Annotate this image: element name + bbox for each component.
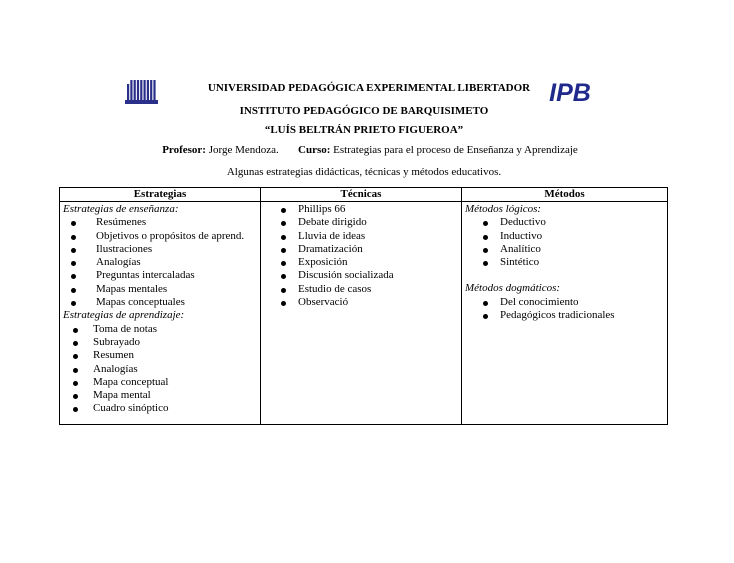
bullet-icon [483,314,488,319]
metodos-cell [462,202,668,425]
list-item-label: Analítico [500,242,541,255]
list-item [63,349,257,362]
course-label: Curso: [298,144,331,156]
bullet-icon [281,301,286,306]
list-item-label: Mapas mentales [96,282,168,295]
institute-namesake: “LUÍS BELTRÁN PRIETO FIGUEROA” [264,124,464,136]
list-item [63,283,257,296]
list-item-label: Estudio de casos [298,282,372,295]
list-item-label: Phillips 66 [298,203,346,215]
bullet-icon [73,394,78,399]
list-item-label: Resumen [93,349,134,362]
bullet-icon [73,341,78,346]
tecnicas-cell [261,202,462,425]
bullet-icon [73,368,78,373]
list-item [63,243,257,256]
list-item [63,402,257,415]
list-item-label: Cuadro sinóptico [93,402,169,415]
bullet-icon [281,261,286,266]
document-subtitle: Algunas estrategias didácticas, técnicas y métodos educativos. [226,166,502,178]
professor-label: Profesor: [162,144,206,156]
list-item-label: Analogías [93,362,138,375]
list-item-label: Inductivo [500,229,543,242]
list-item [63,323,257,336]
teaching-strategies-list [63,216,257,309]
list-item-label: Resúmenes [96,216,147,229]
list-item-label: Lluvia de ideas [298,229,366,242]
list-item [264,216,458,229]
bullet-icon [483,235,488,240]
list-item-label: Preguntas intercaladas [96,269,195,282]
column-header-tecnicas: Técnicas [261,188,462,202]
list-item [264,269,458,282]
dogmatic-methods-list [465,296,664,323]
bullet-icon [73,407,78,412]
dogmatic-methods-heading: Métodos dogmáticos: [465,282,561,295]
list-item-label: Sintético [500,256,540,269]
bullet-icon [483,248,488,253]
course-name: Estrategias para el proceso de Enseñanza y Aprendizaje [333,144,578,156]
list-item-label: Mapa mental [93,389,151,402]
bullet-icon [483,261,488,266]
bullet-icon [71,274,76,279]
professor-course-line [6,144,734,157]
bullet-icon [71,261,76,266]
bullet-icon [71,221,76,226]
bullet-icon [73,328,78,333]
list-item [63,216,257,229]
bullet-icon [71,235,76,240]
list-item [63,376,257,389]
list-item [63,269,257,282]
list-item [63,256,257,269]
bullet-icon [73,354,78,359]
list-item-label: Toma de notas [93,322,157,335]
strategies-table [59,187,668,425]
institute-title: INSTITUTO PEDAGÓGICO DE BARQUISIMETO [239,105,489,117]
list-item [465,243,664,256]
logical-methods-heading: Métodos lógicos: [465,203,542,215]
list-item [264,230,458,243]
list-item-label: Dramatización [298,242,363,255]
learning-strategies-heading: Estrategias de aprendizaje: [63,309,185,322]
list-item [63,230,257,243]
svg-text:IPB: IPB [549,79,591,107]
bullet-icon [73,381,78,386]
list-item-label: Pedagógicos tradicionales [500,309,615,322]
bullet-icon [281,235,286,240]
bullet-icon [483,301,488,306]
list-item [63,389,257,402]
techniques-list [264,203,458,309]
list-item [63,296,257,309]
list-item-label: Mapa conceptual [93,375,169,388]
list-item-label: Observació [298,296,349,309]
list-item-label: Subrayado [93,335,141,348]
list-item [264,243,458,256]
list-item-label: Mapas conceptuales [96,296,185,309]
list-item [264,203,458,216]
list-item [465,216,664,229]
list-item [465,230,664,243]
professor-name: Jorge Mendoza. [208,144,279,156]
list-item [264,283,458,296]
bullet-icon [71,288,76,293]
bullet-icon [281,248,286,253]
column-header-estrategias: Estrategias [60,188,261,202]
list-item [63,336,257,349]
column-header-metodos: Métodos [462,188,668,202]
list-item-label: Deductivo [500,216,546,229]
list-item-label: Exposición [298,256,348,269]
list-item [465,256,664,269]
list-item [264,296,458,309]
bullet-icon [483,221,488,226]
list-item-label: Objetivos o propósitos de aprend. [96,229,245,242]
learning-strategies-list [63,323,257,416]
list-item-label: Analogías [96,256,141,269]
list-item-label: Discusión socializada [298,269,394,282]
logical-methods-list [465,216,664,269]
bullet-icon [281,221,286,226]
list-item-label: Debate dirigido [298,216,367,229]
estrategias-cell [60,202,261,425]
bullet-icon [281,208,286,213]
bullet-icon [281,288,286,293]
bullet-icon [71,301,76,306]
university-title: UNIVERSIDAD PEDAGÓGICA EXPERIMENTAL LIBERTADOR [207,82,531,94]
list-item [264,256,458,269]
list-item [63,363,257,376]
table-row [60,202,668,425]
list-item [465,309,664,322]
bullet-icon [71,248,76,253]
bullet-icon [281,274,286,279]
table-header-row [60,188,668,202]
list-item-label: Ilustraciones [96,242,153,255]
teaching-strategies-heading: Estrategias de enseñanza: [63,203,179,215]
list-item [465,296,664,309]
list-item-label: Del conocimiento [500,295,579,308]
